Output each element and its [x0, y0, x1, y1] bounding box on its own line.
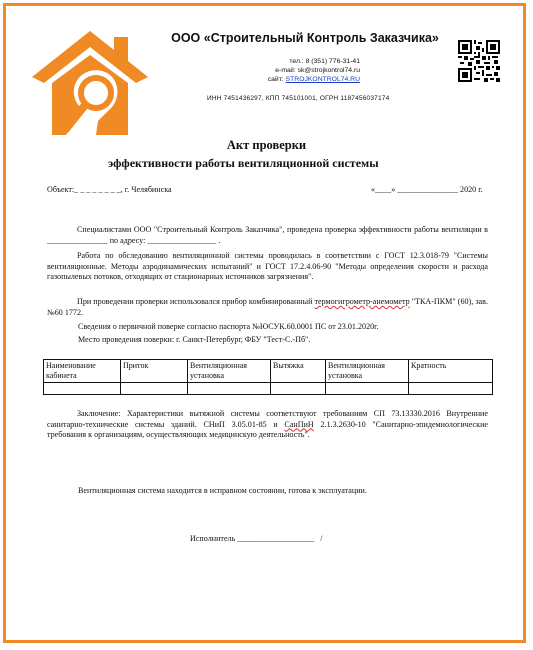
inspection-table [43, 359, 493, 395]
paragraph-standards: Работа по обследованию вентиляционной системы проводилась в соответствии с ГОСТ 12.3.018-79 "Системы вентиляционные. Методы аэродинамических испытаний" и ГОСТ 17.2.4.06-90 "Методы определения скорости и расхода газопылевых потоков, отходящих от стационарных источников загрязнения". [47, 251, 488, 281]
paragraph-verification-place: Место проведения поверки: г. Санкт-Петербург, ФБУ "Тест-С.-Пб". [78, 335, 311, 344]
table-cell[interactable] [409, 383, 493, 395]
object-city: , г. Челябинска [120, 185, 172, 194]
table-cell[interactable] [271, 383, 326, 395]
object-blank: _ _ _ _ _ _ _ _ [74, 185, 121, 194]
site-link[interactable]: STROJKONTROL74.RU [285, 76, 360, 83]
paragraph-instrument [47, 297, 488, 318]
table-cell[interactable] [188, 383, 271, 395]
table-header-cell: Приток [121, 360, 188, 383]
table-cell[interactable] [121, 383, 188, 395]
table-header-cell: Вытяжка [271, 360, 326, 383]
company-name: ООО «Строительный Контроль Заказчика» [171, 31, 439, 45]
table-cell[interactable] [326, 383, 409, 395]
contacts-block [190, 57, 360, 84]
house-magnifier-logo [26, 25, 154, 140]
paragraph-verification: Сведения о первичной поверке согласно паспорта №ЮСУК.60.0001 ПС от 23.01.2020г. [78, 322, 379, 331]
site-label: сайт: [267, 76, 284, 83]
conclusion-text-c: 2.1.3.2630-10 "Санитарно-эпидемиологические требования к организациям, осуществляющих медицинскую деятельность". [47, 419, 488, 439]
conclusion-text-a: Заключение: Характеристики вытяжной системы соответствуют требованиям СП 73.13330.2016 Внутренние санитарно-технические системы зданий. СНиП 3.05.01-85 и [47, 409, 488, 429]
table-header-row [44, 360, 493, 383]
instrument-name: термогигрометр-анемометр [314, 297, 410, 306]
email-text: e-mail: sk@strojkontrol74.ru [275, 67, 360, 74]
table-header-cell: Вентиляционная установка [188, 360, 271, 383]
table-header-cell: Кратность [409, 360, 493, 383]
document-title: Акт проверки [226, 138, 307, 152]
instrument-text-a: При проведении проверки использовался прибор комбинированный [77, 297, 315, 306]
document-subtitle: эффективности работы вентиляционной системы [108, 156, 379, 170]
signature-blank[interactable]: ___________________ [237, 534, 315, 543]
object-label: Объект: [47, 185, 75, 194]
company-requisites: ИНН 7451436297, КПП 745101001, ОГРН 1187456037174 [207, 95, 390, 102]
object-date: «____» _______________ 2020 г. [371, 185, 483, 194]
site-row [190, 75, 360, 84]
conclusion-sanpin: СанПиН [284, 419, 314, 429]
object-line [47, 185, 172, 196]
paragraph-specialists: Специалистами ООО "Строительный Контроль Заказчика", проведена проверка эффективности работы вентиляции в _______________ по адресу: _________________ . [47, 225, 488, 245]
paragraph-conclusion [47, 409, 488, 441]
table-header-cell: Вентиляционная установка [326, 360, 409, 383]
signature-label: Исполнитель [190, 534, 236, 543]
instrument-text-c: "ТКА-ПКМ" (60), зав.№60 1772. [47, 297, 488, 317]
phone-text: тел.: 8 (351) 776-31-41 [289, 58, 360, 65]
paragraph-status: Вентиляционная система находится в исправном состоянии, готова к эксплуатации. [78, 486, 367, 495]
table-cell[interactable] [44, 383, 121, 395]
table-row [44, 383, 493, 395]
signature-slash: / [320, 534, 323, 543]
qr-code-icon [458, 40, 500, 82]
signature-line [190, 534, 322, 545]
table-header-cell: Наименование кабинета [44, 360, 121, 383]
